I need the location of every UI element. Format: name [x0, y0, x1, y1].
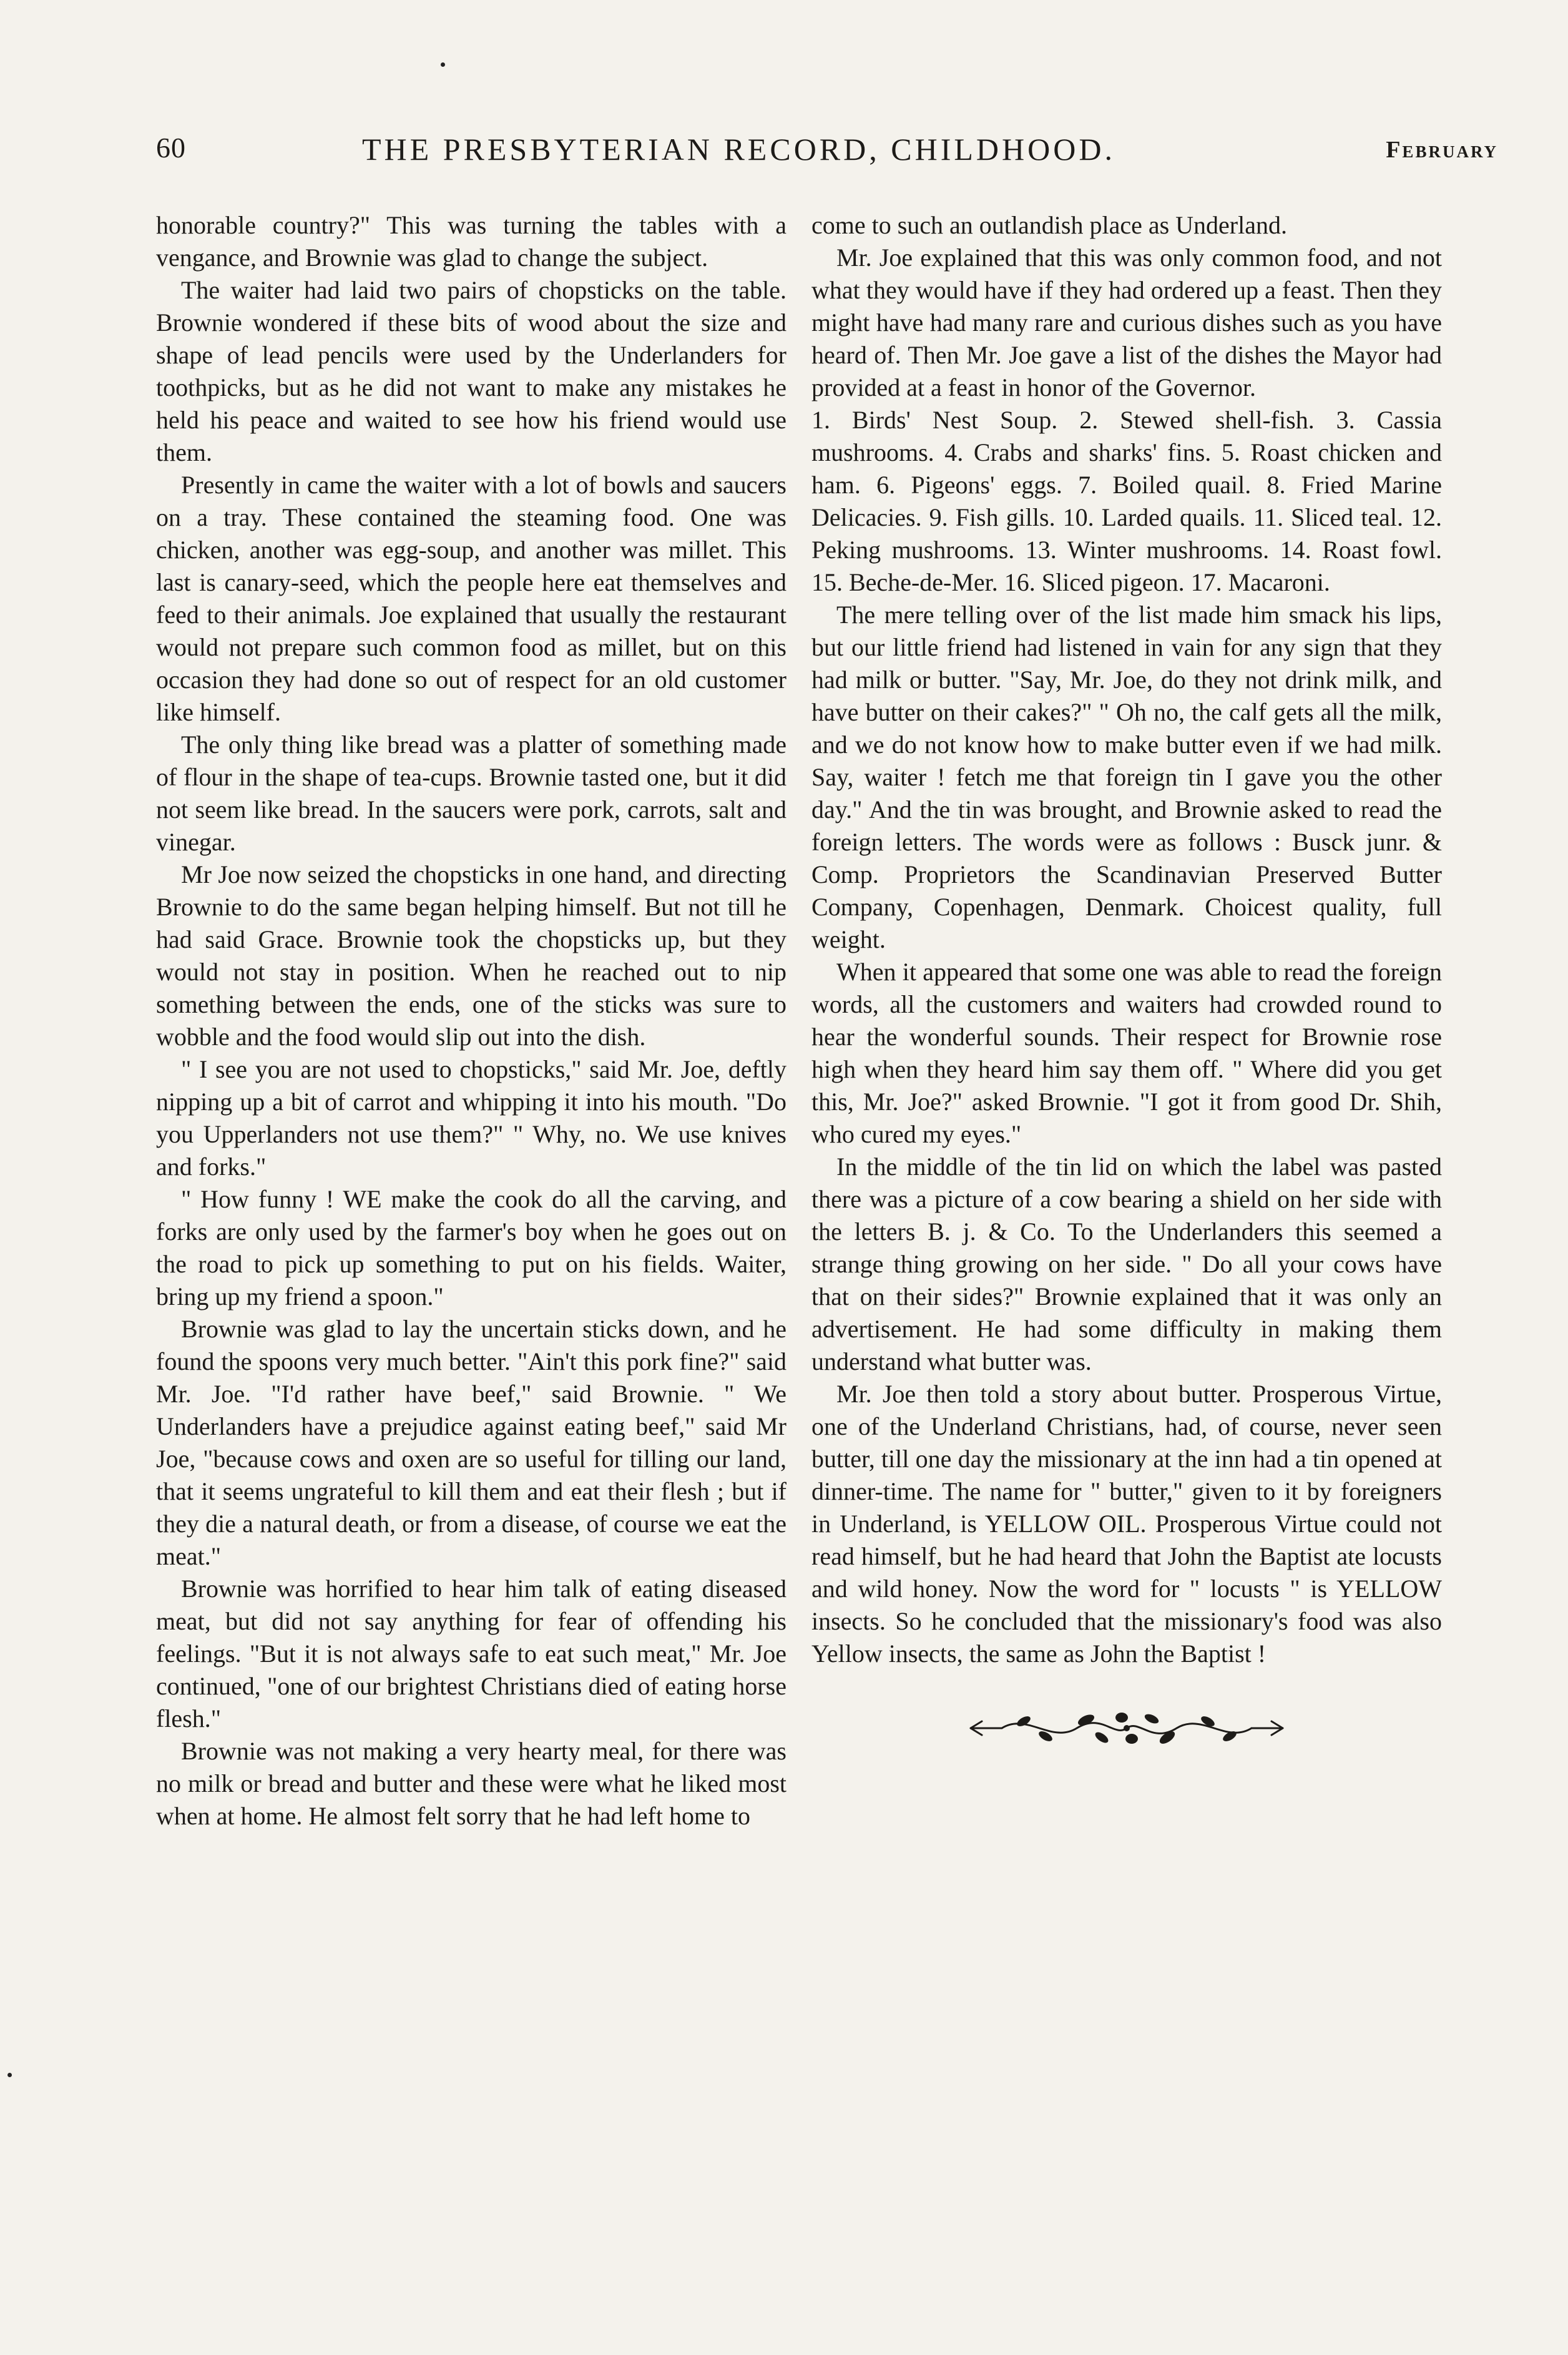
- paragraph: Brownie was glad to lay the uncertain sticks down, and he found the spoons very much better. "Ain't this pork fine?" said Mr. Joe. "I'd rather have beef," said Brownie. " We Underlanders have a prejudice against eating beef," said Mr Joe, "because cows and oxen are so useful for tilling our land, that it seems ungrateful to kill them and eat their flesh ; but if they die a natural death, or from a disease, of course we eat the meat.": [156, 1315, 786, 1570]
- paragraph: Mr. Joe explained that this was only common food, and not what they would have if they had ordered up a feast. Then they might have had many rare and curious dishes such as you have heard of. Then Mr. Joe gave a list of the dishes the Mayor had provided at a feast in honor of the Governor.: [811, 243, 1442, 401]
- paragraph: In the middle of the tin lid on which the label was pasted there was a picture of a cow bearing a shield on her side with the letters B. j. & Co. To the Underlanders this seemed a strange thing growing on her side. " Do all your cows have that on their sides?" Brownie explained that it was only an advertisement. He had some difficulty in making them understand what butter was.: [811, 1153, 1442, 1375]
- left-column: [156, 209, 786, 1832]
- paragraph: The only thing like bread was a platter of something made of flour in the shape of tea-cups. Brownie tasted one, but it did not seem like bread. In the saucers were pork, carrots, salt and vinegar.: [156, 730, 786, 856]
- paragraph: The waiter had laid two pairs of chopsticks on the table. Brownie wondered if these bits of wood about the size and shape of lead pencils were used by the Underlanders for toothpicks, but as he did not want to make any mistakes he held his peace and waited to see how his friend would use them.: [156, 276, 786, 466]
- paragraph: Brownie was horrified to hear him talk of eating diseased meat, but did not say anything for fear of offending his feelings. "But it is not always safe to eat such meat," Mr. Joe continued, "one of our brightest Christians died of eating horse flesh.": [156, 1575, 786, 1733]
- paragraph: Presently in came the waiter with a lot of bowls and saucers on a tray. These contained the steaming food. One was chicken, another was egg-soup, and another was millet. This last is canary-seed, which the people here eat themselves and feed to their animals. Joe explained that usually the restaurant would not prepare such common food as millet, but on this occasion they had done so out of respect for an old customer like himself.: [156, 471, 786, 726]
- right-column: [811, 209, 1442, 1756]
- speck-mark: [441, 62, 445, 67]
- paragraph: The mere telling over of the list made him smack his lips, but our little friend had listened in vain for any sign that they had milk or butter. "Say, Mr. Joe, do they not drink milk, and have butter on their cakes?" " Oh no, the calf gets all the milk, and we do not know how to make butter even if we had milk. Say, waiter ! fetch me that foreign tin I gave you the other day." And the tin was brought, and Brownie asked to read the foreign letters. The words were as follows : Busck junr. & Comp. Proprietors the Scandinavian Preserved Butter Company, Copenhagen, Denmark. Choicest quality, full weight.: [811, 601, 1442, 953]
- running-title: THE PRESBYTERIAN RECORD, CHILDHOOD.: [362, 132, 1115, 167]
- paragraph: " I see you are not used to chopsticks," said Mr. Joe, deftly nipping up a bit of carrot and whipping it into his mouth. "Do you Upperlanders not use them?" " Why, no. We use knives and forks.": [156, 1055, 786, 1181]
- paragraph: Mr Joe now seized the chopsticks in one hand, and directing Brownie to do the same began helping himself. But not till he had said Grace. Brownie took the chopsticks up, but they would not stay in position. When he reached out to nip something between the ends, one of the sticks was sure to wobble and the food would slip out into the dish.: [156, 860, 786, 1051]
- dish-list: 1. Birds' Nest Soup. 2. Stewed shell-fish. 3. Cassia mushrooms. 4. Crabs and sharks' fins. 5. Roast chicken and ham. 6. Pigeons' eggs. 7. Boiled quail. 8. Fried Marine Delicacies. 9. Fish gills. 10. Larded quails. 11. Sliced teal. 12. Peking mushrooms. 13. Winter mushrooms. 14. Roast fowl. 15. Beche-de-Mer. 16. Sliced pigeon. 17. Macaroni.: [811, 406, 1442, 596]
- paragraph: When it appeared that some one was able to read the foreign words, all the customers and waiters had crowded round to hear the wonderful sounds. Their respect for Brownie rose high when they heard him say them off. " Where did you get this, Mr. Joe?" asked Brownie. "I got it from good Dr. Shih, who cured my eyes.": [811, 958, 1442, 1148]
- speck-mark: [7, 2073, 12, 2077]
- running-header: [156, 131, 1498, 175]
- paragraph: Mr. Joe then told a story about butter. Prosperous Virtue, one of the Underland Christians, had, of course, never seen butter, till one day the missionary at the inn had a tin opened at dinner-time. The name for " butter," given to it by foreigners in Underland, is YELLOW OIL. Prosperous Virtue could not read himself, but he had heard that John the Baptist ate locusts and wild honey. Now the word for " locusts " is YELLOW insects. So he concluded that the missionary's food was also Yellow insects, the same as John the Baptist !: [811, 1380, 1442, 1668]
- paragraph: " How funny ! WE make the cook do all the carving, and forks are only used by the farmer's boy when he goes out on the road to pick up something to put on his fields. Waiter, bring up my friend a spoon.": [156, 1185, 786, 1310]
- floral-vine-ornament-icon: [958, 1700, 1295, 1756]
- paragraph: come to such an outlandish place as Underland.: [811, 211, 1287, 239]
- page-number: 60: [156, 132, 186, 164]
- paragraph: honorable country?" This was turning the tables with a vengance, and Brownie was glad to change the subject.: [156, 211, 786, 272]
- paragraph: Brownie was not making a very hearty meal, for there was no milk or bread and butter and these were what he liked most when at home. He almost felt sorry that he had left home to: [156, 1737, 786, 1830]
- running-month: February: [1386, 137, 1498, 163]
